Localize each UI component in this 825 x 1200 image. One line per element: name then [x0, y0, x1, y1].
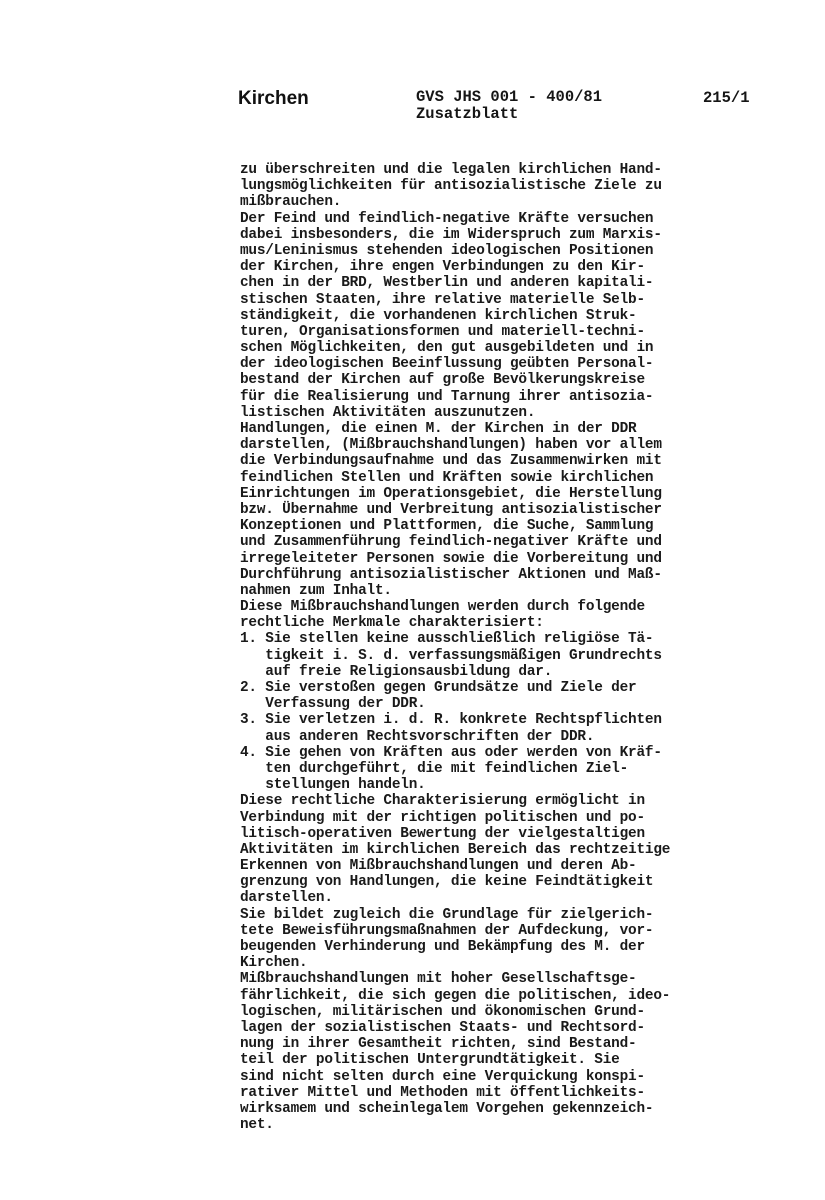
text-line: für die Realisierung und Tarnung ihrer antisozia- — [240, 388, 654, 405]
text-line: auf freie Religionsausbildung dar. — [240, 663, 553, 680]
text-line: Kirchen. — [240, 955, 308, 972]
text-line: Sie bildet zugleich die Grundlage für zielgerich- — [240, 906, 654, 923]
text-line: schen Möglichkeiten, den gut ausgebildeten und in — [240, 340, 654, 357]
text-line: Der Feind und feindlich-negative Kräfte versuchen — [240, 210, 654, 227]
text-line: Verfassung der DDR. — [240, 696, 426, 713]
text-line: litisch-operativen Bewertung der vielgestaltigen — [240, 825, 645, 842]
text-line: Handlungen, die einen M. der Kirchen in der DDR — [240, 421, 637, 437]
text-line: lungsmöglichkeiten für antisozialistische Ziele zu — [240, 178, 662, 195]
page-number: 215/1 — [703, 89, 750, 107]
text-line: die Verbindungsaufnahme und das Zusammenwirken mit — [240, 453, 662, 470]
text-line: 2. Sie verstoßen gegen Grundsätze und Ziele der — [240, 680, 637, 696]
text-line: Konzeptionen und Plattformen, die Suche, Sammlung — [240, 518, 654, 535]
text-line: Mißbrauchshandlungen mit hoher Gesellschaftsge- — [240, 971, 637, 988]
text-line: mißbrauchen. — [240, 194, 342, 211]
header-reference — [416, 89, 602, 123]
text-line: logischen, militärischen und ökonomischen Grund- — [240, 1003, 645, 1020]
header-keyword: Kirchen — [238, 88, 309, 109]
text-line: nung in ihrer Gesamtheit richten, sind Bestand- — [240, 1036, 637, 1053]
text-line: stischen Staaten, ihre relative materielle Selb- — [240, 291, 645, 308]
text-line: beugenden Verhinderung und Bekämpfung des M. der — [240, 939, 645, 955]
text-line: Diese rechtliche Charakterisierung ermöglicht in — [240, 793, 645, 810]
text-line: darstellen. — [240, 890, 333, 907]
text-line: feindlichen Stellen und Kräften sowie kirchlichen — [240, 469, 654, 486]
text-line: fährlichkeit, die sich gegen die politischen, ideo- — [240, 987, 671, 1004]
text-line: 3. Sie verletzen i. d. R. konkrete Rechtspflichten — [240, 712, 662, 729]
text-line: Aktivitäten im kirchlichen Bereich das rechtzeitige — [240, 841, 671, 858]
text-line: darstellen, (Mißbrauchshandlungen) haben vor allem — [240, 437, 662, 454]
text-line: chen in der BRD, Westberlin und anderen kapitali- — [240, 275, 654, 292]
text-line: bestand der Kirchen auf große Bevölkerungskreise — [240, 372, 645, 389]
text-line: net. — [240, 1117, 274, 1134]
text-line: turen, Organisationsformen und materiell-techni- — [240, 323, 645, 340]
text-line: ständigkeit, die vorhandenen kirchlichen Struk- — [240, 307, 637, 324]
text-line: nahmen zum Inhalt. — [240, 582, 392, 599]
text-line: Verbindung mit der richtigen politischen und po- — [240, 809, 645, 826]
text-line: tete Beweisführungsmaßnahmen der Aufdeckung, vor- — [240, 922, 654, 939]
text-line: rechtliche Merkmale charakterisiert: — [240, 615, 544, 632]
text-line: und Zusammenführung feindlich-negativer Kräfte und — [240, 534, 662, 551]
text-line: der ideologischen Beeinflussung geübten Personal- — [240, 356, 654, 373]
text-line: Diese Mißbrauchshandlungen werden durch folgende — [240, 599, 645, 616]
text-line: lagen der sozialistischen Staats- und Rechtsord- — [240, 1019, 645, 1036]
text-line: Durchführung antisozialistischer Aktionen und Maß- — [240, 566, 662, 583]
text-line: grenzung von Handlungen, die keine Feindtätigkeit — [240, 874, 654, 891]
text-line: ten durchgeführt, die mit feindlichen Ziel- — [240, 760, 629, 777]
text-line: der Kirchen, ihre engen Verbindungen zu den Kir- — [240, 259, 645, 276]
text-line: Erkennen von Mißbrauchshandlungen und deren Ab- — [240, 858, 637, 875]
body-text — [240, 162, 760, 1133]
text-line: 1. Sie stellen keine ausschließlich religiöse Tä- — [240, 631, 654, 648]
reference-number: GVS JHS 001 - 400/81 — [416, 88, 603, 106]
reference-supplement: Zusatzblatt — [416, 105, 519, 123]
text-line: teil der politischen Untergrundtätigkeit. Sie — [240, 1052, 620, 1069]
text-line: irregeleiteter Personen sowie die Vorbereitung und — [240, 550, 662, 567]
text-line: sind nicht selten durch eine Verquickung konspi- — [240, 1068, 645, 1085]
text-line: rativer Mittel und Methoden mit öffentlichkeits- — [240, 1084, 645, 1101]
text-line: Einrichtungen im Operationsgebiet, die Herstellung — [240, 485, 662, 502]
text-line: wirksamem und scheinlegalem Vorgehen gekennzeich- — [240, 1100, 654, 1117]
text-line: tigkeit i. S. d. verfassungsmäßigen Grundrechts — [240, 647, 662, 664]
text-line: stellungen handeln. — [240, 777, 426, 794]
text-line: zu überschreiten und die legalen kirchlichen Hand- — [240, 162, 662, 178]
text-line: listischen Aktivitäten auszunutzen. — [240, 404, 536, 421]
text-line: bzw. Übernahme und Verbreitung antisozialistischer — [240, 501, 662, 518]
text-line: 4. Sie gehen von Kräften aus oder werden von Kräf- — [240, 744, 662, 761]
text-line: mus/Leninismus stehenden ideologischen Positionen — [240, 242, 654, 259]
text-line: aus anderen Rechtsvorschriften der DDR. — [240, 728, 595, 745]
text-line: dabei insbesonders, die im Widerspruch zum Marxis- — [240, 226, 662, 243]
